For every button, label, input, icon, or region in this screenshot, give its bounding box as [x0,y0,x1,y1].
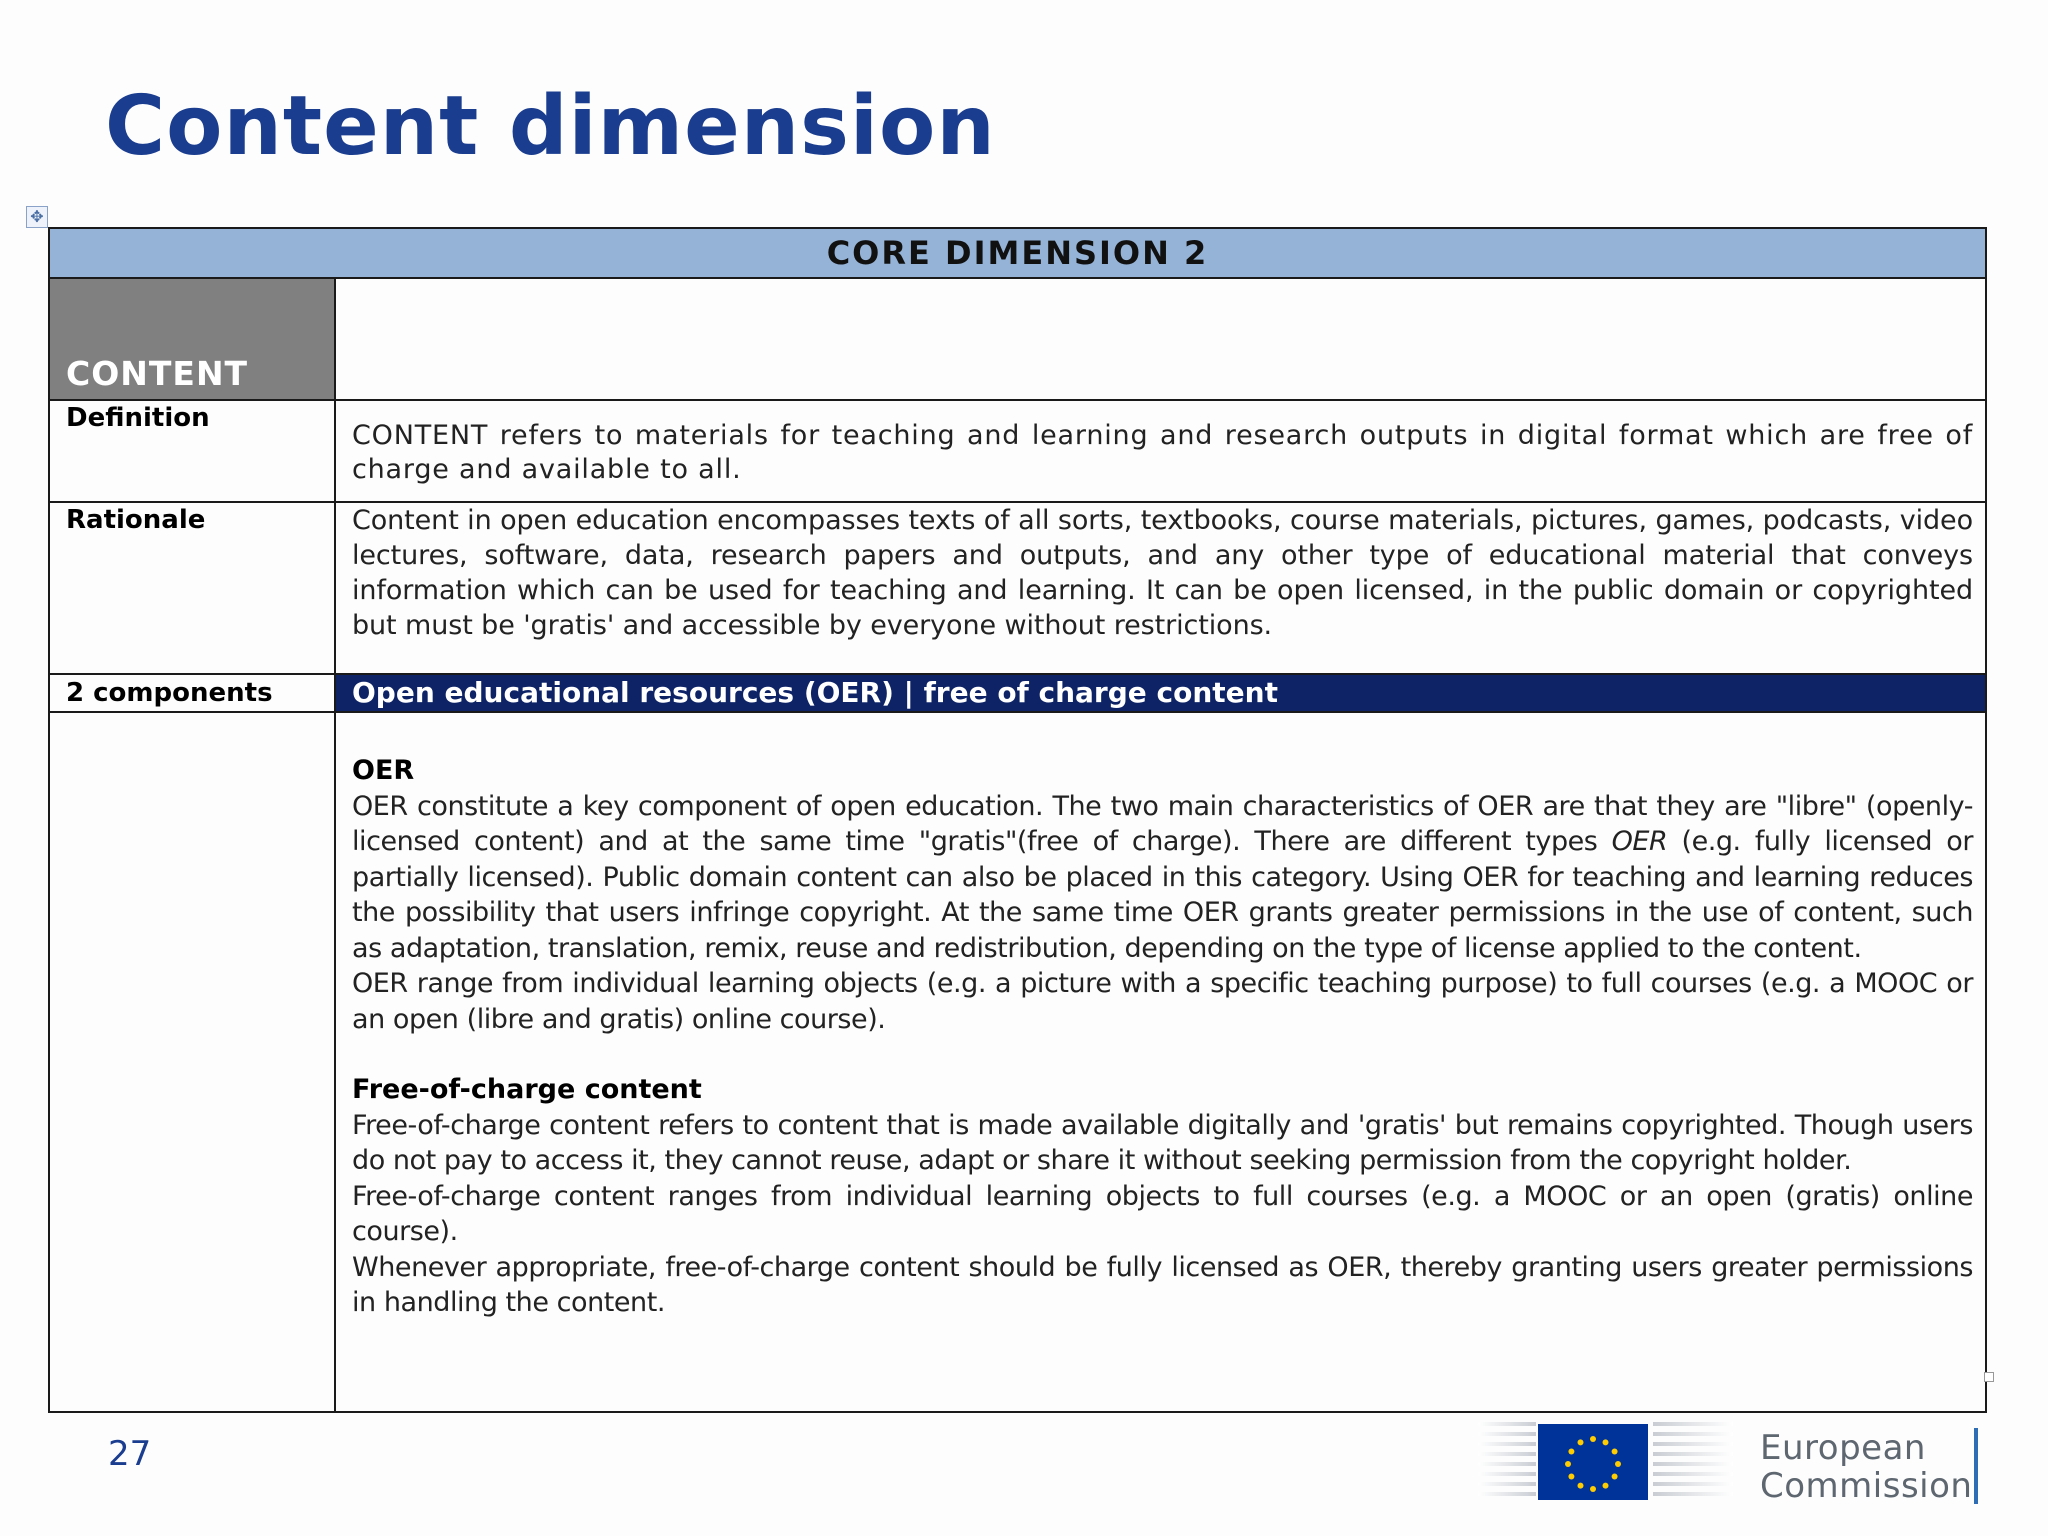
table-row [49,712,1986,1412]
table-resize-handle[interactable] [1984,1372,1994,1382]
components-detail [335,712,1986,1412]
core-dimension-header: CORE DIMENSION 2 [49,228,1986,278]
oer-text-italic: OER [1611,826,1668,857]
logo-text-commission: Commission [1760,1466,1973,1506]
foc-paragraph-3: Whenever appropriate, free-of-charge content should be fully licensed as OER, thereby granting users greater permissions in handling the content. [352,1251,1973,1318]
oer-text-b: (e.g. fully licensed or partially licensed). Public domain content can also be placed in this category. Using OER for teaching and learning reduces the possibility that users infringe copyright. At the same time OER grants greater permissions in the use of content, such as adaptation, translation, remix, reuse and redistribution, depending on the type of license applied to the content. [352,826,1973,964]
rationale-label: Rationale [49,502,335,674]
oer-paragraph-1 [352,789,1973,967]
page-number: 27 [108,1434,152,1474]
slide-title: Content dimension [105,79,996,174]
table-row [49,278,1986,400]
oer-heading: OER [352,755,415,786]
table-row [49,674,1986,712]
spacer [352,1037,1973,1072]
empty-cell [335,278,1986,400]
logo-text-european: European [1760,1428,1926,1468]
foc-heading: Free-of-charge content [352,1074,702,1105]
table-header-row [49,228,1986,278]
oer-paragraph-2: OER range from individual learning objects (e.g. a picture with a specific teaching purpose) to full courses (e.g. a MOOC or an open (libre and gratis) online course). [352,968,1973,1035]
foc-paragraph-2: Free-of-charge content ranges from individual learning objects to full courses (e.g. a MOOC or an open (gratis) online course). [352,1180,1973,1247]
logo-stripes-left [1478,1422,1536,1496]
table-row [49,502,1986,674]
core-dimension-table [48,227,1987,1413]
rationale-text: Content in open education encompasses texts of all sorts, textbooks, course materials, pictures, games, podcasts, video lectures, software, data, research papers and outputs, and any other type of educational material that conveys information which can be used for teaching and learning. It can be open licensed, in the public domain or copyrighted but must be 'gratis' and accessible by everyone without restrictions. [335,502,1986,674]
oer-text-a: OER constitute a key component of open education. The two main characteristics of OER are that they are "libre" (openly-licensed content) and at the same time "gratis"(free of charge). There are different types [352,790,1973,857]
components-bar: Open educational resources (OER) | free of charge content [335,674,1986,712]
definition-label: Definition [49,400,335,502]
empty-cell [49,712,335,1412]
content-label: CONTENT [49,278,335,400]
logo-stripes-right [1653,1422,1733,1496]
logo-accent-bar [1974,1428,1978,1504]
foc-paragraph-1: Free-of-charge content refers to content that is made available digitally and 'gratis' but remains copyrighted. Though users do not pay to access it, they cannot reuse, adapt or share it without seeking permission from the copyright holder. [352,1109,1973,1176]
definition-text: CONTENT refers to materials for teaching and learning and research outputs in digital format which are free of charge and available to all. [335,400,1986,502]
table-row [49,400,1986,502]
table-move-handle-icon[interactable]: ✥ [26,206,48,228]
components-label: 2 components [49,674,335,712]
